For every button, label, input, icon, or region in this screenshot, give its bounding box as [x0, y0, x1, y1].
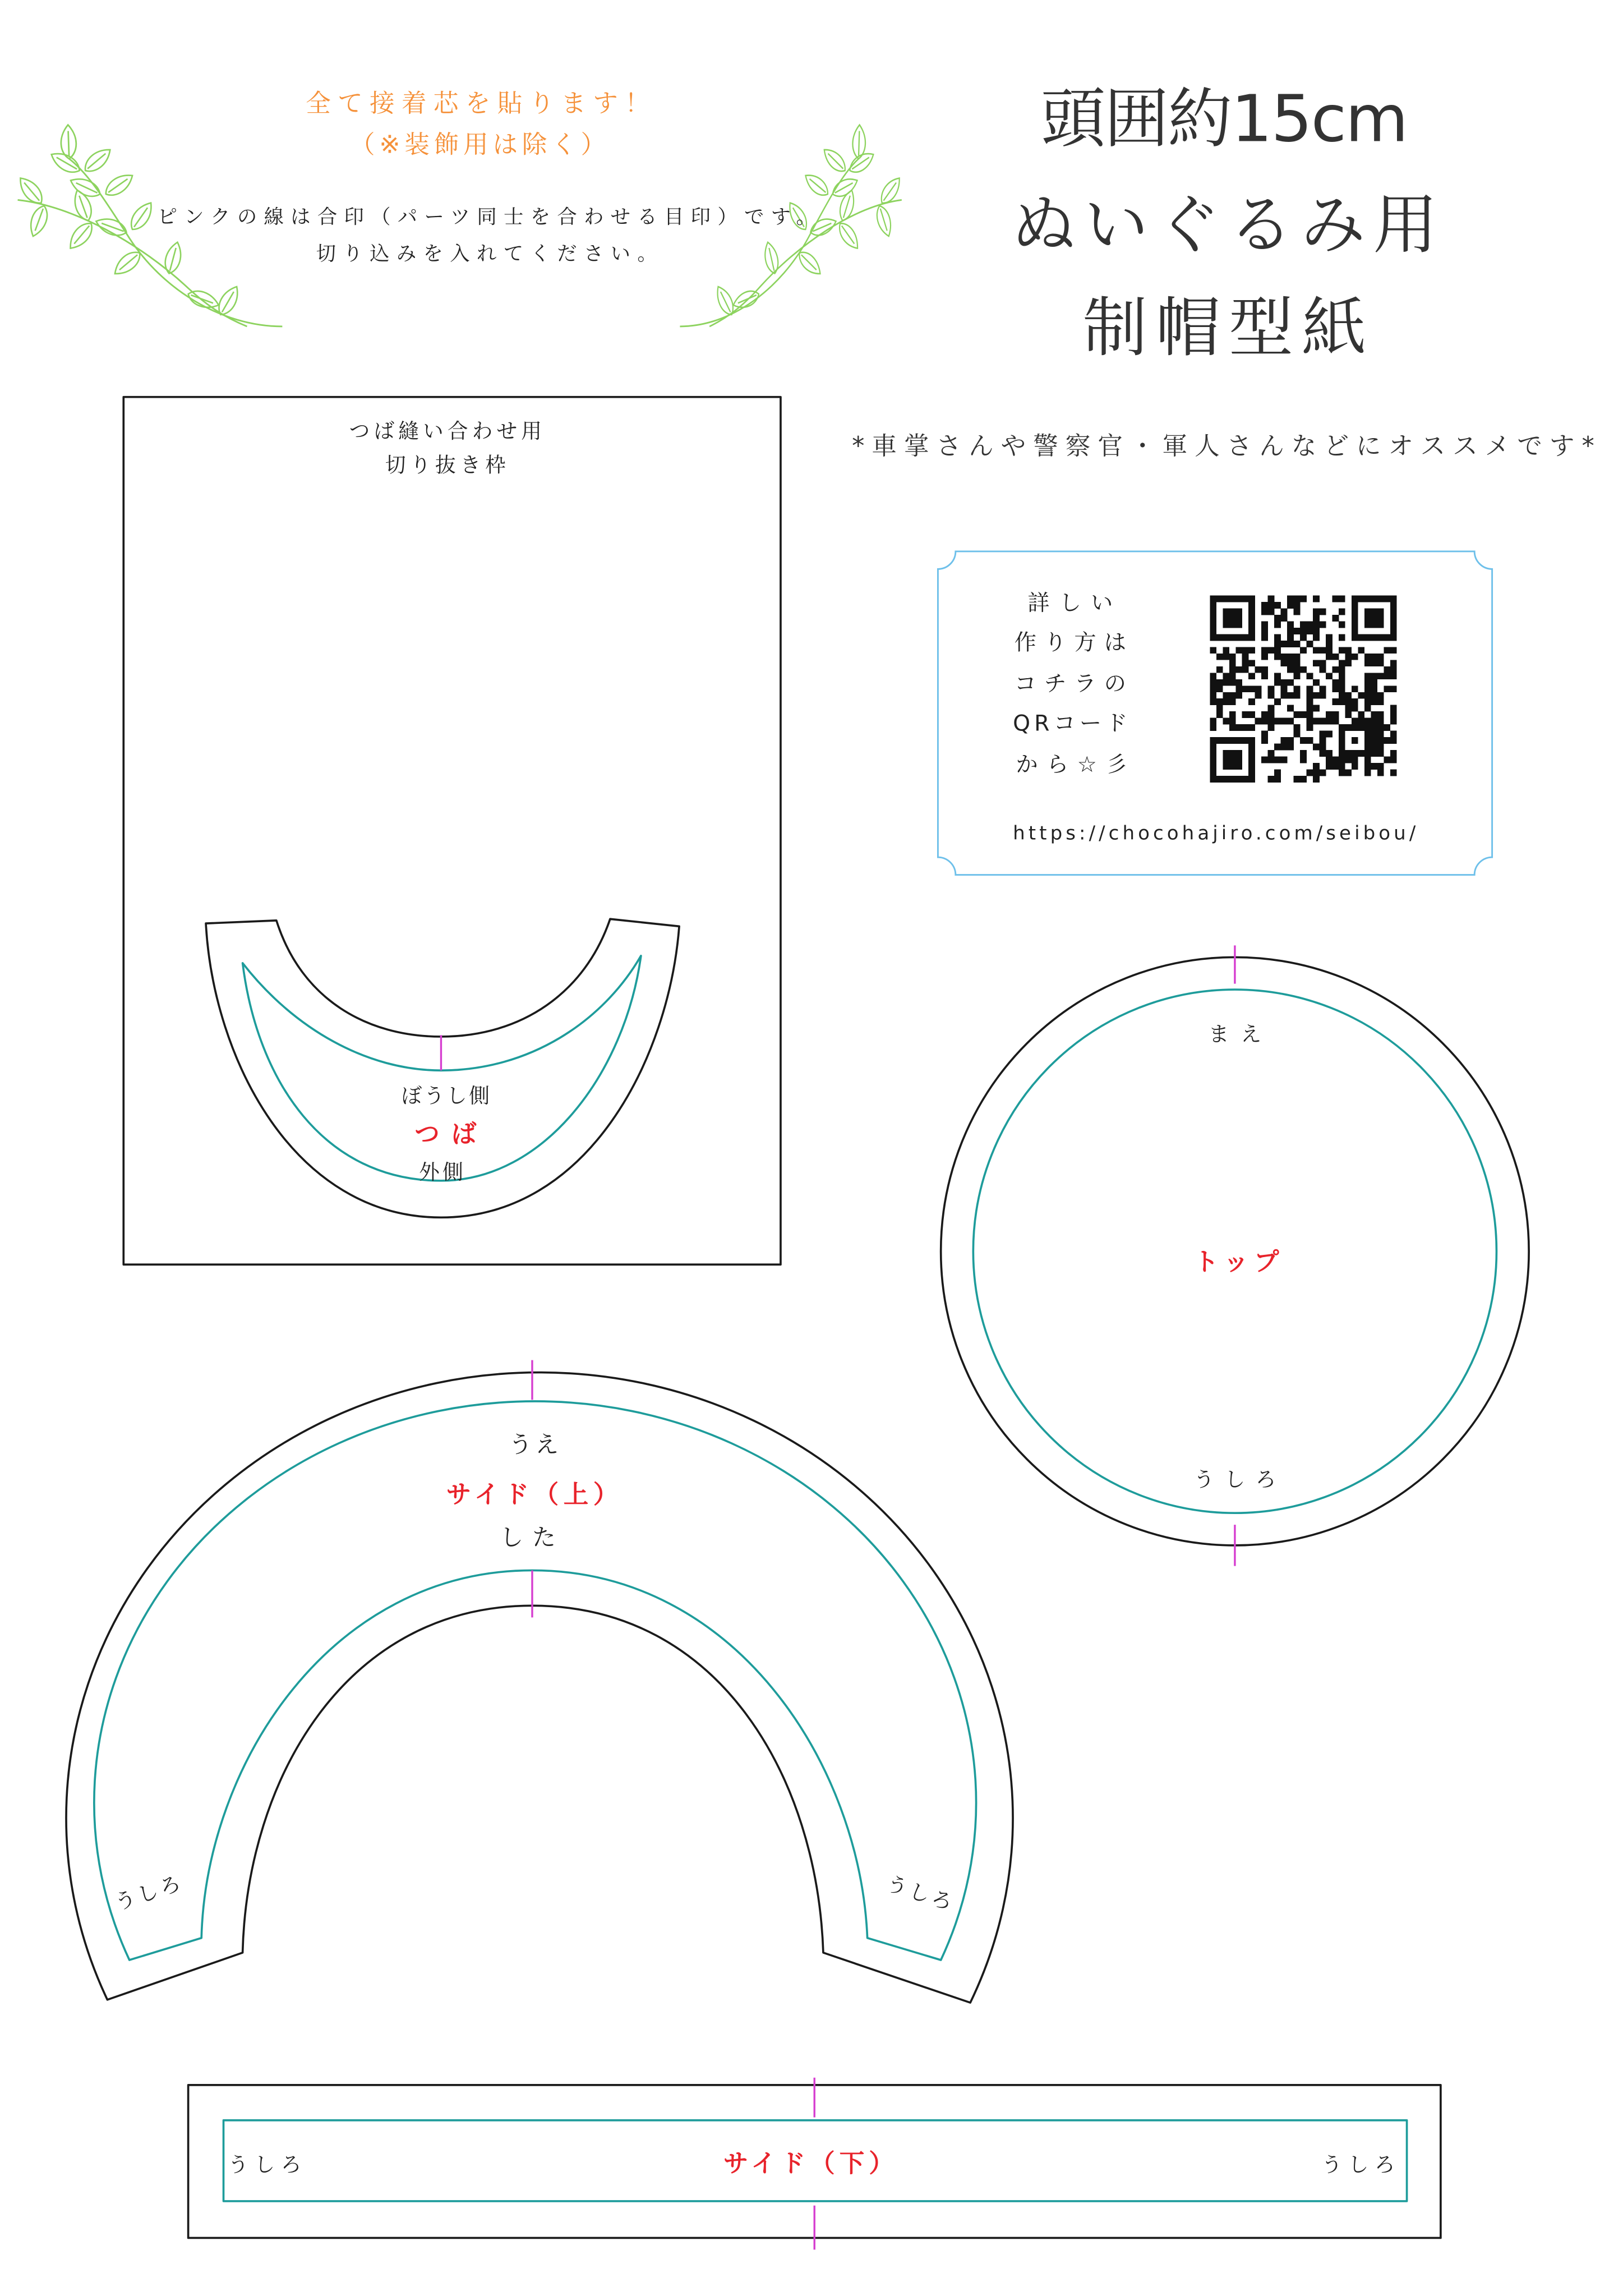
brim-inner-label: ぼうし側 [401, 1083, 490, 1108]
notice-line-1: 全て接着芯を貼ります！ [306, 89, 650, 118]
side-lower-piece-name: サイド（下） [723, 2148, 894, 2178]
title-line-3: 制帽型紙 [1082, 290, 1367, 366]
brim-frame-label-1: つば縫い合わせ用 [349, 419, 542, 444]
top-front-label: まえ [1208, 1022, 1262, 1046]
leaf-branch-right-icon [680, 125, 904, 326]
brim-outer-label: 外側 [419, 1160, 463, 1185]
title-line-1: 頭囲約15cm [1040, 81, 1409, 157]
brim-piece [206, 919, 679, 1217]
side-lower-end-left-label: うしろ [228, 2152, 302, 2177]
side-upper-top-label: うえ [509, 1430, 559, 1458]
brim-cutout-frame [123, 397, 781, 1265]
brim-piece-name: つば [414, 1119, 477, 1149]
qr-card-url: https://chocohajiro.com/seibou/ [1013, 822, 1416, 845]
side-upper-bottom-label: した [500, 1523, 556, 1551]
side-upper-piece [66, 1360, 1013, 2003]
side-upper-piece-name: サイド（上） [446, 1479, 619, 1509]
side-upper-end-right-label: うしろ [883, 1871, 956, 1915]
side-upper-end-left-label: うしろ [112, 1871, 184, 1915]
top-back-label: うしろ [1193, 1467, 1276, 1492]
top-piece-name: トップ [1193, 1247, 1279, 1277]
instruction-line-2: 切り込みを入れてください。 [316, 242, 657, 265]
qr-card-line-4: QRコード [1013, 711, 1128, 737]
qr-card-line-1: 詳しい [1027, 590, 1113, 616]
qr-card-line-2: 作り方は [1014, 630, 1126, 656]
brim-frame-label-2: 切り抜き枠 [385, 453, 506, 477]
top-piece [941, 945, 1529, 1566]
side-lower-end-right-label: うしろ [1321, 2152, 1395, 2177]
qr-card-line-5: から☆彡 [1016, 752, 1128, 778]
notice-line-2: （※装飾用は除く） [349, 130, 606, 159]
side-upper-cut-line [66, 1373, 1013, 2003]
recommendation-text: *車掌さんや警察官・軍人さんなどにオススメです* [852, 431, 1594, 461]
qr-card-line-3: コチラの [1014, 671, 1126, 697]
qr-info-card [938, 551, 1492, 875]
title-line-2: ぬいぐるみ用 [1011, 187, 1438, 263]
side-lower-piece [188, 2078, 1441, 2250]
instruction-line-1: ピンクの線は合印（パーツ同士を合わせる目印）です。 [157, 205, 816, 229]
